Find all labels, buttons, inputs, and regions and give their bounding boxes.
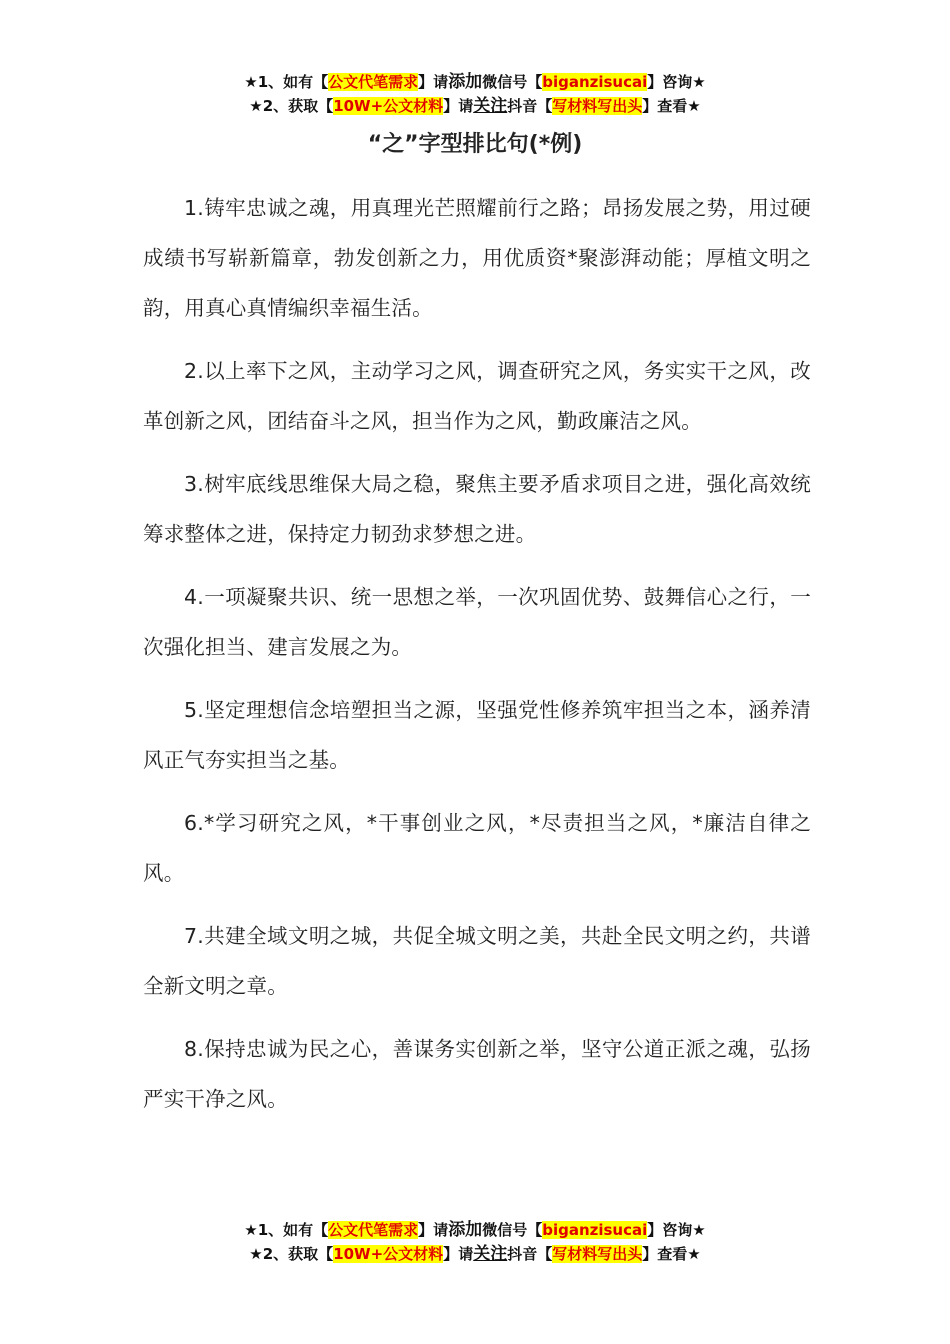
footer-line-1-mid2: 微信号【	[482, 1221, 543, 1239]
footer-line-1-emphasis: 添加	[448, 1220, 483, 1240]
header-line-2-highlight-materials: 10W+公文材料	[333, 97, 444, 115]
footer-line-2-highlight-douyin: 写材料写出头	[552, 1245, 643, 1263]
paragraph-2: 2.以上率下之风，主动学习之风，调查研究之风，务实实干之风，改革创新之风，团结奋斗之风，担当作为之风，勤政廉洁之风。	[143, 359, 811, 433]
header-line-2-suffix: 】查看★	[642, 97, 701, 115]
footer-line-1-prefix: ★1、如有【	[244, 1221, 329, 1239]
header-line-2	[0, 94, 950, 118]
header-line-2-prefix: ★2、获取【	[249, 97, 334, 115]
paragraph-6: 6.*学习研究之风，*干事创业之风，*尽责担当之风，*廉洁自律之风。	[143, 811, 811, 885]
footer-line-2-emphasis: 关注	[473, 1244, 508, 1264]
paragraph-3: 3.树牢底线思维保大局之稳，聚焦主要矛盾求项目之进，强化高效统筹求整体之进，保持定力韧劲求梦想之进。	[143, 472, 811, 546]
header-line-1-mid2: 微信号【	[482, 73, 543, 91]
header-line-1-highlight-wechat: biganzisucai	[542, 73, 648, 91]
header-line-2-highlight-douyin: 写材料写出头	[552, 97, 643, 115]
header-line-2-emphasis: 关注	[473, 96, 508, 116]
header-line-2-mid: 】请	[443, 97, 474, 115]
footer-banner	[0, 1218, 950, 1266]
paragraph-8: 8.保持忠诚为民之心，善谋务实创新之举，坚守公道正派之魂，弘扬严实干净之风。	[143, 1037, 811, 1111]
header-line-1-suffix: 】咨询★	[647, 73, 706, 91]
document-title: “之”字型排比句(*例)	[367, 132, 583, 157]
paragraph-5: 5.坚定理想信念培塑担当之源，坚强党性修养筑牢担当之本，涵养清风正气夯实担当之基。	[143, 698, 811, 772]
header-line-1-emphasis: 添加	[448, 72, 483, 92]
footer-line-1-highlight-wechat: biganzisucai	[542, 1221, 648, 1239]
footer-line-1-suffix: 】咨询★	[647, 1221, 706, 1239]
footer-line-2-mid: 】请	[443, 1245, 474, 1263]
footer-line-1	[0, 1218, 950, 1242]
paragraph-7: 7.共建全域文明之城，共促全城文明之美，共赴全民文明之约，共谱全新文明之章。	[143, 924, 811, 998]
header-line-1	[0, 70, 950, 94]
document-body	[143, 183, 811, 1137]
header-banner	[0, 70, 950, 118]
paragraph-4: 4.一项凝聚共识、统一思想之举，一次巩固优势、鼓舞信心之行，一次强化担当、建言发展之为。	[143, 585, 811, 659]
footer-line-2	[0, 1242, 950, 1266]
header-line-2-mid2: 抖音【	[507, 97, 553, 115]
footer-line-1-mid: 】请	[418, 1221, 449, 1239]
footer-line-2-prefix: ★2、获取【	[249, 1245, 334, 1263]
header-line-1-highlight-service: 公文代笔需求	[328, 73, 419, 91]
footer-line-2-mid2: 抖音【	[507, 1245, 553, 1263]
footer-line-2-suffix: 】查看★	[642, 1245, 701, 1263]
header-line-1-prefix: ★1、如有【	[244, 73, 329, 91]
paragraph-1: 1.铸牢忠诚之魂，用真理光芒照耀前行之路；昂扬发展之势，用过硬成绩书写崭新篇章，勃发创新之力，用优质资*聚澎湃动能；厚植文明之韵，用真心真情编织幸福生活。	[143, 196, 811, 320]
header-line-1-mid: 】请	[418, 73, 449, 91]
footer-line-2-highlight-materials: 10W+公文材料	[333, 1245, 444, 1263]
footer-line-1-highlight-service: 公文代笔需求	[328, 1221, 419, 1239]
